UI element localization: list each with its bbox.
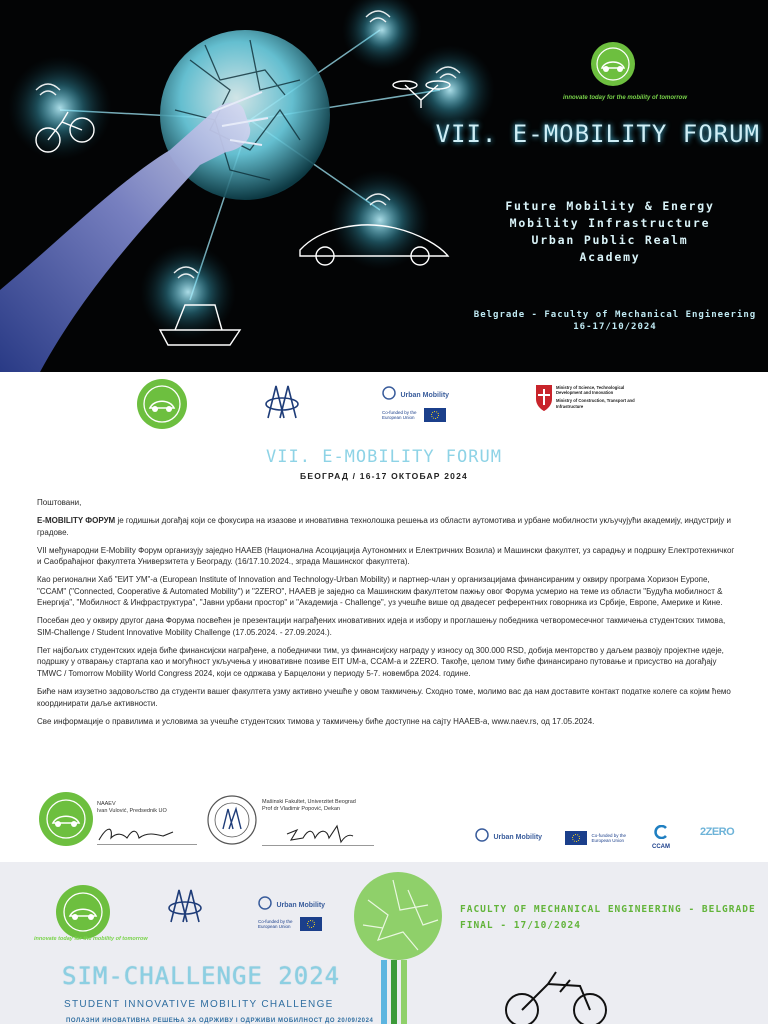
sim-challenge-callout: ПОЛАЗНИ ИНОВАТИВНА РЕШЕЊА ЗА ОДРЖИВУ І ОДРЖИВИ МОБИЛНОСТ ДО 20/09/2024	[66, 1018, 374, 1024]
eu-flag-icon	[424, 408, 446, 422]
serbia-coat-of-arms-icon	[534, 381, 554, 413]
eu-flag-icon	[300, 917, 322, 931]
naaev-emblem-icon	[589, 40, 637, 88]
sim-challenge-subtitle: STUDENT INNOVATIVE MOBILITY CHALLENGE	[64, 999, 334, 1010]
naaev-logo	[563, 40, 688, 101]
sim-challenge-banner	[0, 862, 768, 1024]
greeting: Поштовани,	[37, 498, 82, 507]
paragraph-4: Посебан део у оквиру другог дана Форума посвећен је презентацији награђених иновативних идеја и избору и проглашењу победника четворомесечног такмичења студентских тимова, SIM-Challenge / Student Innovative Mobility Challenge (17.05.2024. - 27.09.2024.).	[37, 616, 726, 637]
ministry-line-2: Ministry of Construction, Transport and Infrastructure	[556, 398, 635, 409]
ministry-line-1: Ministry of Science, Technological Development and Innovation	[556, 385, 625, 396]
paragraph-6: Биће нам изузетно задовољство да студенти вашег факултета узму активно учешће у овом такмичењу. Сходно томе, молимо вас да нам доставите контакт податке колеге са којим ћемо координирати даље активности.	[37, 687, 731, 708]
signature-naaev	[97, 801, 167, 815]
signature-line	[97, 844, 197, 845]
forum-name: E-MOBILITY ФОРУМ	[37, 516, 116, 526]
ccam-logo	[652, 825, 670, 850]
eit-name: Urban Mobility	[493, 834, 543, 841]
naaev-logo	[55, 884, 111, 940]
paragraph-1	[37, 515, 737, 538]
topic-item: Mobility Infrastructure	[509, 216, 711, 230]
paragraph-5: Пет најбољих студентских идеја биће финансијски награђене, а победнички тим, уз финансијску награду у износу од 300.000 RSD, добија менторство у даљем развоју пројектне идеје, подршку у отварању стартапа као и могућност укључења у иновативне позиве EIT UM-a, CCAM-a и 2ZERO. Такође, целом тиму биће финансирано путовање и присуство на догађају TMWC / Tomorrow Mobility World Congress 2024, који се одржава у Барцелони у периоду 5-7. новембра 2024. године.	[37, 645, 724, 678]
eu-cofunded-text: Co-funded by the European Union	[382, 409, 417, 420]
eit-icon	[382, 386, 396, 400]
paragraph-1-text: је годишњи догађај који се фокусира на изазове и иновативна технолошка решења из области аутомотива и урбане мобилности укључујући академију, индустрију и градове.	[37, 516, 731, 537]
eit-name: Urban Mobility	[400, 392, 450, 399]
hero-title: VII. E-MOBILITY FORUM	[435, 120, 760, 148]
handwritten-signature-2	[285, 820, 355, 846]
ccam-label: CCAM	[652, 844, 670, 850]
signature-person: Ivan Vulović, Predsednik UO	[97, 808, 167, 814]
signature-line	[262, 845, 374, 846]
letter-body	[37, 497, 737, 734]
signature-faculty	[262, 799, 356, 813]
topic-item: Future Mobility & Energy	[505, 199, 715, 213]
eit-name: Urban Mobility	[276, 902, 326, 909]
hero-venue	[470, 309, 760, 333]
venue-text: Belgrade - Faculty of Mechanical Engineering	[473, 310, 757, 320]
2zero-logo: 2ZERO	[700, 826, 735, 838]
naaev-logo	[136, 378, 188, 430]
paragraph-3: Као регионални Хаб "ЕИТ УМ"-а (European Institute of Innovation and Technology-Urban Mobility) и партнер-члан у организацијама финансираним у оквиру програма Хоризон Еуропе, "CCAM" ("Connected, Cooperative & Automated Mobility") и "2ZERO", НААЕВ је заједно са Машинским факултетом пажњу овог Форума усмерио на теме из области "Будућа мобилност & Енергија", "Мобилност & Инфраструктура", "Јавни урбани простор" и "Академија - Challenge", уз учешће више од двадесет референтних говорника из Србије, Европе, Америке и Кине.	[37, 575, 723, 608]
naaev-stamp-icon	[38, 791, 94, 847]
eit-urban-mobility-logo	[475, 826, 555, 844]
faculty-heading: FACULTY OF MECHANICAL ENGINEERING - BELGRADE	[460, 904, 756, 915]
eit-icon	[475, 828, 489, 842]
tree-graphic	[348, 870, 448, 1024]
eit-urban-mobility-logo	[382, 384, 462, 424]
eit-urban-mobility-logo	[258, 894, 338, 933]
venue-dates: 16-17/10/2024	[573, 322, 657, 332]
faculty-seal-icon	[207, 795, 257, 845]
final-date: FINAL - 17/10/2024	[460, 920, 581, 931]
faculty-logo	[262, 378, 302, 426]
ministry-logo	[534, 381, 644, 418]
faculty-logo	[165, 882, 205, 930]
eit-icon	[258, 896, 272, 910]
paragraph-2: VII међународни E-Mobility Форум организују заједно НААЕВ (Национална Асоцијација Аутономних и Електричних Возила) и Машински факултет, уз сарадњу и подршку Електротехничког и Саобраћајног факултета Универзитета у Београду. (16/17.10.2024., зграда Машинског факултета).	[37, 545, 735, 567]
hero-tagline: innovate today for the mobility of tomorrow	[563, 95, 688, 101]
eu-flag-icon	[565, 831, 587, 845]
hero-topics	[470, 198, 750, 266]
topic-item: Urban Public Realm	[531, 233, 689, 247]
bottom-tagline: innovate today for the mobility of tomorrow	[34, 936, 148, 942]
sim-challenge-title: SIM-CHALLENGE 2024	[62, 962, 341, 990]
paragraph-7: Све информације о правилима и условима за учешће студентских тимова у такмичењу биће доступне на сајту НААЕВ-а, www.naev.rs, од 17.05.2024.	[37, 716, 595, 726]
letter-title: VII. E-MOBILITY FORUM	[266, 447, 502, 467]
signature-org: Mašinski Fakultet, Univerzitet Beograd	[262, 799, 356, 805]
eu-cofunded-logo	[565, 829, 631, 847]
eu-cofunded-text: Co-funded by the European Union	[258, 918, 293, 929]
topic-item: Academy	[579, 250, 641, 264]
letter-date: БЕОГРАД / 16-17 ОКТОБАР 2024	[300, 471, 468, 481]
handwritten-signature-1	[97, 822, 177, 846]
hero-banner	[0, 0, 768, 372]
cyclist-illustration	[500, 962, 620, 1024]
signature-org: NAAEV	[97, 801, 116, 807]
eu-cofunded-text: Co-funded by the European Union	[591, 832, 626, 843]
ccam-icon	[652, 825, 670, 839]
signature-person: Prof dr Vladimir Popović, Dekan	[262, 806, 340, 812]
